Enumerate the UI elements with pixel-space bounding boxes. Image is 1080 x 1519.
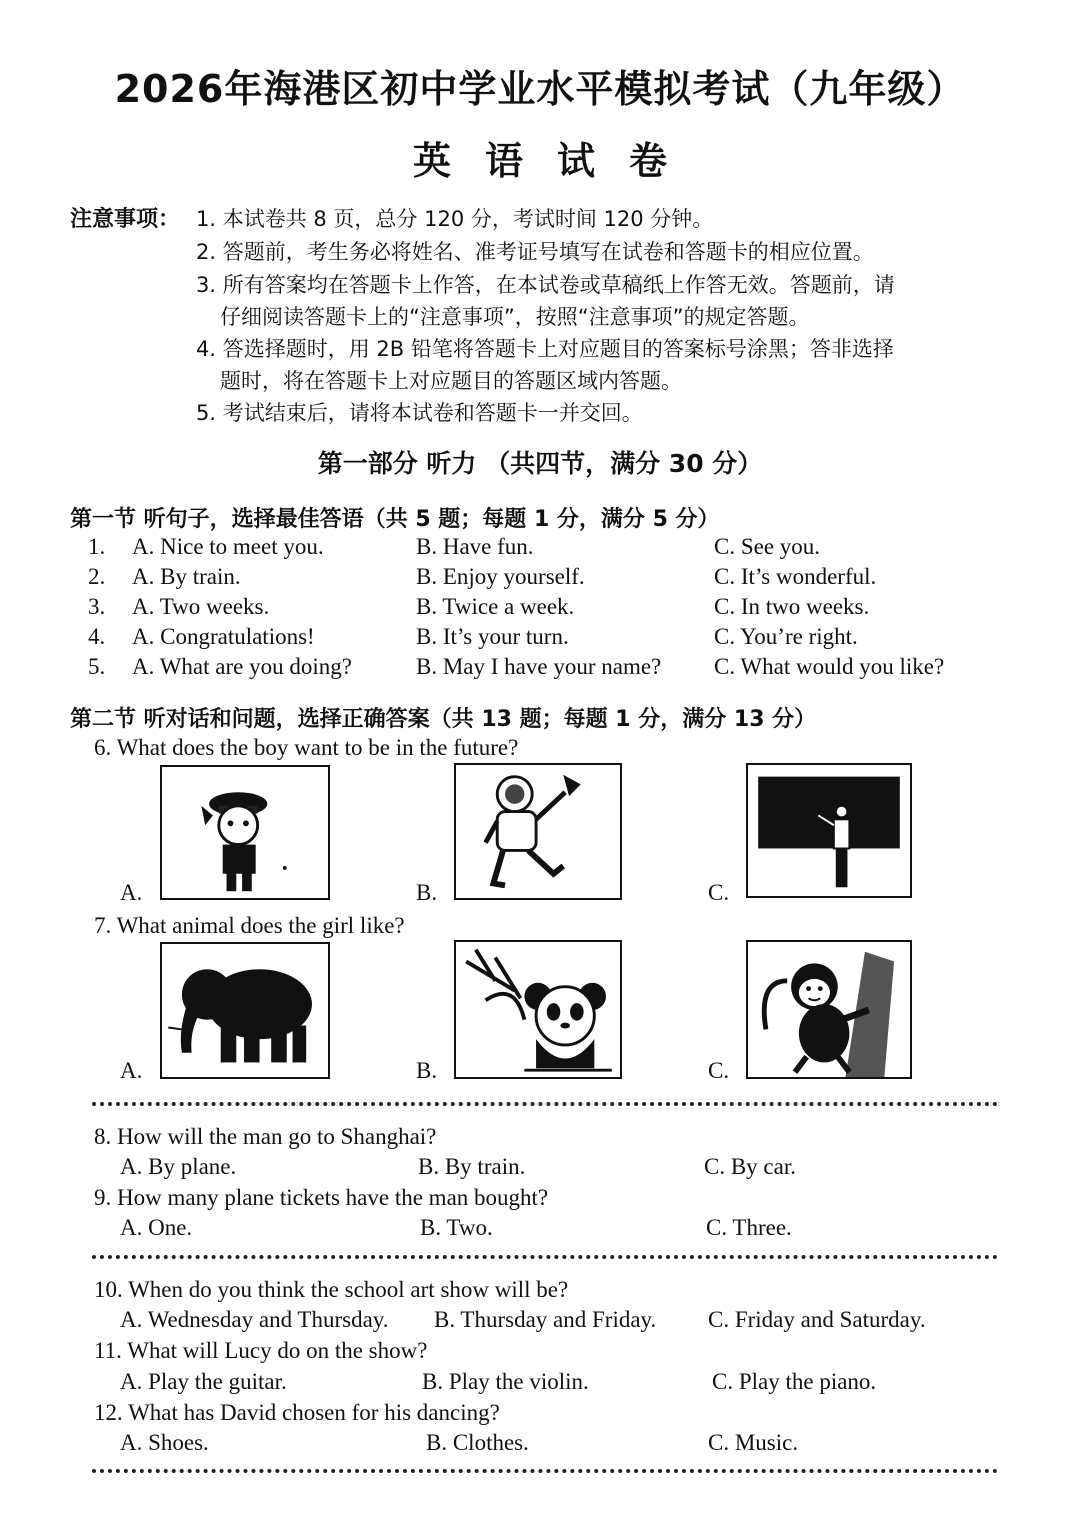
option-c: C. See you. xyxy=(714,534,821,559)
section2-title: 第二节 听对话和问题，选择正确答案（共 13 题；每题 1 分，满分 13 分） xyxy=(70,707,817,732)
option-c: C. What would you like? xyxy=(714,654,945,679)
option-b: B. Clothes. xyxy=(426,1430,529,1455)
note-line: 4. 答选择题时，用 2B 铅笔将答题卡上对应题目的答案标号涂黑；答非选择 xyxy=(196,337,894,361)
part1-title: 第一部分 听力 （共四节，满分 30 分） xyxy=(317,449,763,478)
image-label: C. xyxy=(708,1058,730,1083)
question-number: 4. xyxy=(88,624,106,649)
astronaut-icon xyxy=(456,765,620,898)
option-a: A. Wednesday and Thursday. xyxy=(120,1307,389,1332)
police-officer-icon xyxy=(162,767,328,898)
panda-icon xyxy=(456,942,620,1077)
option-b: B. Enjoy yourself. xyxy=(416,564,585,589)
option-c: C. You’re right. xyxy=(714,624,858,649)
question-number: 2. xyxy=(88,564,106,589)
option-b: B. By train. xyxy=(418,1154,526,1179)
picture-elephant xyxy=(160,942,330,1079)
option-c: C. Play the piano. xyxy=(712,1369,877,1394)
picture-police-officer xyxy=(160,765,330,900)
monkey-icon xyxy=(748,942,910,1077)
question-9: 9. How many plane tickets have the man bought? xyxy=(94,1185,549,1210)
option-a: A. Play the guitar. xyxy=(120,1369,287,1394)
question-6: 6. What does the boy want to be in the future? xyxy=(94,735,519,760)
note-line: 1. 本试卷共 8 页，总分 120 分，考试时间 120 分钟。 xyxy=(196,207,714,231)
option-a: A. Congratulations! xyxy=(132,624,315,649)
picture-astronaut xyxy=(454,763,622,900)
question-number: 3. xyxy=(88,594,106,619)
option-c: C. In two weeks. xyxy=(714,594,870,619)
image-label: A. xyxy=(120,1058,143,1083)
question-number: 1. xyxy=(88,534,106,559)
option-c: C. By car. xyxy=(704,1154,796,1179)
question-7: 7. What animal does the girl like? xyxy=(94,913,405,938)
image-label: B. xyxy=(416,1058,438,1083)
exam-title: 2026年海港区初中学业水平模拟考试（九年级） xyxy=(114,67,966,111)
picture-panda xyxy=(454,940,622,1079)
exam-subtitle: 英语试卷 xyxy=(412,139,701,183)
note-line: 题时，将在答题卡上对应题目的答题区域内答题。 xyxy=(220,369,682,393)
option-b: B. Twice a week. xyxy=(416,594,575,619)
note-line: 5. 考试结束后，请将本试卷和答题卡一并交回。 xyxy=(196,401,643,425)
option-a: A. What are you doing? xyxy=(132,654,352,679)
option-a: A. By plane. xyxy=(120,1154,237,1179)
option-b: B. Two. xyxy=(420,1215,493,1240)
option-b: B. It’s your turn. xyxy=(416,624,569,649)
picture-teacher xyxy=(746,763,912,898)
question-number: 5. xyxy=(88,654,106,679)
option-a: A. Nice to meet you. xyxy=(132,534,324,559)
option-a: A. Shoes. xyxy=(120,1430,209,1455)
option-c: C. Music. xyxy=(708,1430,799,1455)
option-a: A. One. xyxy=(120,1215,193,1240)
option-c: C. Three. xyxy=(706,1215,792,1240)
notes-label: 注意事项： xyxy=(70,207,181,232)
question-10: 10. When do you think the school art show will be? xyxy=(94,1277,569,1302)
question-11: 11. What will Lucy do on the show? xyxy=(94,1338,428,1363)
option-b: B. May I have your name? xyxy=(416,654,662,679)
option-a: A. Two weeks. xyxy=(132,594,270,619)
note-line: 3. 所有答案均在答题卡上作答，在本试卷或草稿纸上作答无效。答题前，请 xyxy=(196,273,895,297)
option-b: B. Have fun. xyxy=(416,534,534,559)
image-label: B. xyxy=(416,880,438,905)
question-8: 8. How will the man go to Shanghai? xyxy=(94,1124,437,1149)
question-12: 12. What has David chosen for his dancing? xyxy=(94,1400,500,1425)
option-b: B. Play the violin. xyxy=(422,1369,589,1394)
dotted-divider xyxy=(92,1255,998,1259)
option-a: A. By train. xyxy=(132,564,241,589)
option-b: B. Thursday and Friday. xyxy=(434,1307,657,1332)
section1-title: 第一节 听句子，选择最佳答语（共 5 题；每题 1 分，满分 5 分） xyxy=(70,507,720,532)
image-label: A. xyxy=(120,880,143,905)
dotted-divider xyxy=(92,1469,998,1473)
note-line: 2. 答题前，考生务必将姓名、准考证号填写在试卷和答题卡的相应位置。 xyxy=(196,240,874,264)
image-label: C. xyxy=(708,880,730,905)
dotted-divider xyxy=(92,1102,998,1106)
elephant-icon xyxy=(162,944,328,1077)
picture-monkey xyxy=(746,940,912,1079)
teacher-blackboard-icon xyxy=(748,765,910,896)
option-c: C. Friday and Saturday. xyxy=(708,1307,926,1332)
note-line: 仔细阅读答题卡上的“注意事项”，按照“注意事项”的规定答题。 xyxy=(220,305,810,329)
option-c: C. It’s wonderful. xyxy=(714,564,877,589)
